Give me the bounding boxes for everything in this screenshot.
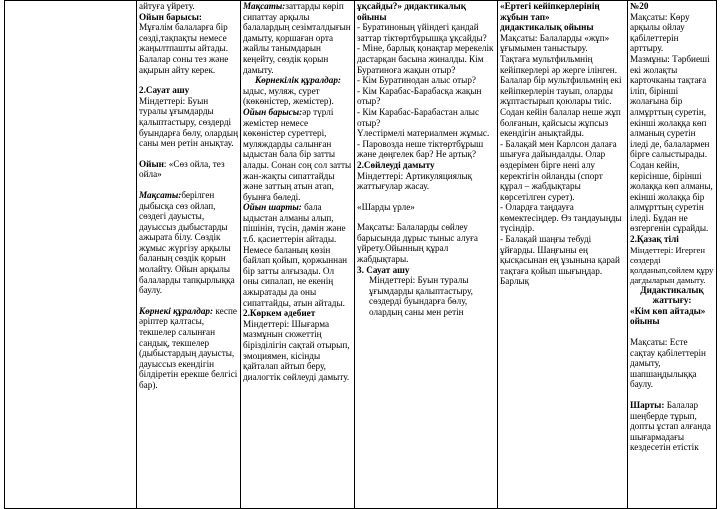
col4-question-3: - Кім Буратинодан алыс отыр?	[357, 75, 476, 86]
col5-paragraph-2: Балалар бір мультфильмнің екі кейіпкерлерін тауып, оларды жұптастырып қоюлары тиіс. Содан кейін балалар неше жұп болғанын, қайсысы жұпсыз екендігін анықтайды.	[500, 75, 622, 139]
empty-first-column	[5, 1, 137, 509]
col5-paragraph-5: - Балақай шаңғы тебуді ұйғарды. Шаңғыны ең қысқасынан ең ұзынына қарай тақтаға қойып шығыңдар. Барлық	[500, 234, 620, 287]
col4-heading-literacy: 3. Сауат ашу	[357, 264, 410, 275]
col4-game-title: «Шарды үрле»	[357, 201, 415, 212]
col6-number: №20	[630, 1, 649, 11]
col6-content: Мазмұны: Тәрбиеші екі жолақты карточканы тақтаға іліп, бірінші жолағына бір алмұрттың суретін, екінші жолаққа көп алманың суретін іледі де, балалармен бірге салыстырады. Содан кейін, керісінше, бірінші жолаққа көп алманы, екінші жолаққа бір алмұрттың суретін іледі. Бұдан не өзгергенін сұрайды.	[630, 53, 713, 234]
col6-heading-kazakh-language: 2.Қазақ тілі	[630, 234, 679, 245]
col6-game-rules: Шарты: Балалар шеңберде тұрып, допты ұстап алғанда шығармадағы кездесетін етістік	[630, 400, 711, 453]
col6-heading-game-title: «Кім көп айтады» ойыны	[630, 305, 706, 327]
col3-visual-aids: Көрнекілік құралдар: ыдыс, муляж, сурет (көкөністер, жемістер).	[243, 75, 341, 107]
col3-goal: Мақсаты:заттарды көріп сипаттау арқылы балалардың сезімталдығын дамыту, қоршаған орта жайлы танымдарын кеңейту, сөздік қорын дамыту.	[243, 1, 351, 75]
col2-game-title: Ойын: «Сөз ойла, тез ойла»	[139, 158, 225, 180]
col4-goal: Мақсаты: Балаларды сөйлеу барысында дұрыс тыныс алуға үйрету.Ойынның құрал жабдықтары.	[357, 222, 478, 265]
col4-question-4: - Кім Карабас-Барабасқа жақын отыр?	[357, 85, 482, 107]
col2-goal: Мақсаты:берілген дыбысқа сөз ойлап, сөздегі дауысты, дауыссыз дыбыстарды ажырата білу. Сөздік жұмыс жүргізу арқылы баланың сөздік қорын молайту. Ойын арқылы балаларды тапқырлыққа баулу.	[139, 189, 235, 296]
col2-line-1: айтуға үйрету.	[139, 1, 195, 11]
col5-heading-game-title: «Ертегі кейіпкерлерінің жұбын тап»	[500, 1, 600, 22]
col6-game-goal: Мақсаты: Есте сақтау қабілеттерін дамыту, шапшаңдылыққа баулу.	[630, 337, 706, 390]
column-6-cell	[628, 1, 717, 509]
col4-question-6: - Паровозда неше тіктөртбұрыш және дөңгелек бар? Не артық?	[357, 138, 484, 160]
column-5-cell	[498, 1, 628, 509]
column-4-cell	[355, 1, 498, 509]
column-3-cell	[241, 1, 355, 509]
col6-heading-didactic-exercise: Дидактикалық жаттығу:	[640, 284, 704, 306]
column-2-cell	[137, 1, 241, 509]
col4-question-2: - Міне, барлық қонақтар мерекелік дастарқан басына жиналды. Кім Буратиноға жақын отыр?	[357, 43, 494, 75]
col6-goal: Мақсаты: Көру арқылы ойлау қабілеттерін арттыру.	[630, 11, 690, 54]
col2-heading-game-progress: Ойын барысы:	[139, 11, 202, 22]
col3-game-rules: Ойын шарты: бала ыдыстан алманы алып, пішінін, түсін, дәмін және т.б. қасиеттерін айтады. Немесе баланың көзін байлап қойып, қоржыннан бір затты алғызады. Ол оны сипалап, не екенің ажыратады да оны сипаттайды, атын айтады.	[243, 202, 348, 308]
col4-question-1: - Буратиноның үйіндегі қандай заттар тіктөртбұрышқа ұқсайды?	[357, 22, 487, 43]
col4-heading-speech: 2.Сөйлеуді дамыту	[357, 159, 435, 170]
col5-heading-didactic-game: дидактикалық ойыны	[500, 22, 594, 33]
col4-literacy-objectives: Міндеттері: Буын туралы ұғымдарды қалыптастыру, сөздерді буындарға бөлу, олардың саны мен ретін	[369, 275, 473, 318]
col4-heading-didactic-game: ұқсайды?» дидактикалық ойыны	[357, 1, 467, 22]
col4-handout-work: Үлестірмелі материалмен жұмыс.	[357, 128, 490, 139]
col5-paragraph-1: Тақтаға мультфильмнің кейіпкерлері әр жерге ілінген.	[500, 53, 618, 75]
col6-objectives: Міндеттері: Игерген сөздерді қолданып,сөйлем құру дағдыларын дамыту.	[630, 244, 714, 285]
col2-paragraph-1: Мұғалім балаларға бір сөзді,тақпақты немесе жаңылтпашты айтады. Балалар соны тез және ақырын айту керек.	[139, 22, 229, 75]
col3-heading-literature: 2.Көркем әдебиет	[243, 308, 316, 319]
col4-objectives: Міндеттері: Артикуляциялық жаттығулар жасау.	[357, 170, 473, 192]
col5-paragraph-3: - Балақай мен Карлсон далаға шығуға дайындалды. Олар өздерімен бірге нені алу керектігін ойланды (спорт құрал – жабдықтары көрсетілген сурет).	[500, 138, 617, 202]
lesson-plan-table	[4, 0, 717, 509]
col2-paragraph-2: Міндеттері: Буын туралы ұғымдарды қалыптастыру, сөздерді буындарға бөлу, олардың саны мен ретін анықтау.	[139, 95, 238, 149]
col3-objectives: Міндеттері: Шығарма мазмұнын сюжеттің бірізділігін сақтай отырып, эмоциямен, кісінды қайталап айтып беру, диалогтік сөйлеуді дамыту.	[243, 318, 350, 382]
col5-goal: Мақсаты: Балаларды «жұп» ұғымымен таныстыру.	[500, 32, 610, 54]
col2-heading-literacy: 2.Сауат ашу	[139, 85, 190, 96]
col3-game-progress: Ойын барысы:әр түрлі жемістер немесе көкөністер суреттері, муляждарды салынған ыдыстан бала бір затты алады. Сонан соң сол затты жан-жақты сипаттайды және заттың атын атап, буынға бөледі.	[243, 106, 352, 202]
col2-visual-aids: Көрнекі құралдар: кеспе әріптер қалтасы, текшелер салынған сандық, текшелер (дыбыстардың дауысты, дауыссыз екендігін білдіретін ерекше белгісі бар).	[139, 305, 238, 390]
col5-paragraph-4: - Олардға таңдауға көмектесіңдер. Өз таңдауыңды түсіндір.	[500, 202, 622, 234]
col4-question-5: - Кім Карабас-Барабастан алыс отыр?	[357, 106, 480, 128]
